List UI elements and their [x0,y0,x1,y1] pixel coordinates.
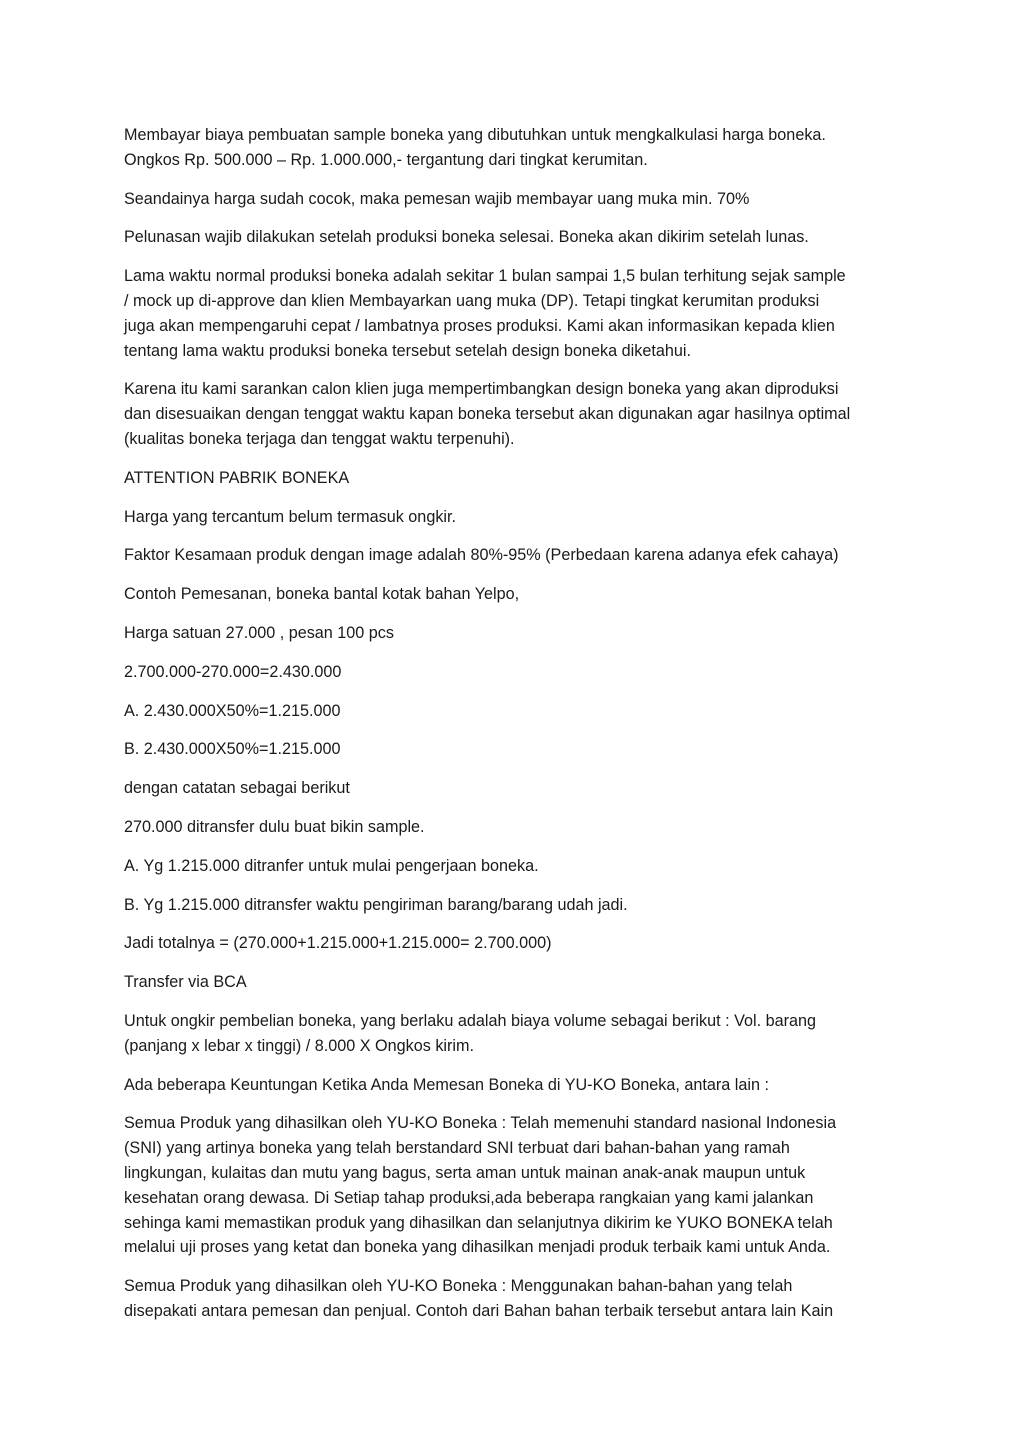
paragraph [124,621,904,646]
paragraph [124,931,904,956]
text-line: 2.700.000-270.000=2.430.000 [124,662,342,681]
paragraph [124,377,904,451]
text-line: tentang lama waktu produksi boneka tersebut setelah design boneka diketahui. [124,341,691,360]
paragraph [124,776,904,801]
paragraph [124,854,904,879]
text-line: B. Yg 1.215.000 ditransfer waktu pengiriman barang/barang udah jadi. [124,895,628,914]
text-line: (panjang x lebar x tinggi) / 8.000 X Ongkos kirim. [124,1036,474,1055]
paragraph [124,505,904,530]
paragraph [124,660,904,685]
text-line: Semua Produk yang dihasilkan oleh YU-KO Boneka : Menggunakan bahan-bahan yang telah [124,1277,793,1296]
text-line: Contoh Pemesanan, boneka bantal kotak bahan Yelpo, [124,585,520,604]
text-line: dan disesuaikan dengan tenggat waktu kapan boneka tersebut akan digunakan agar hasilnya optimal [124,405,851,424]
paragraph [124,264,904,363]
paragraph [124,893,904,918]
text-line: dengan catatan sebagai berikut [124,779,350,798]
paragraph [124,466,904,491]
text-line: Harga satuan 27.000 , pesan 100 pcs [124,623,394,642]
text-line: melalui uji proses yang ketat dan boneka yang dihasilkan menjadi produk terbaik kami untuk Anda. [124,1238,831,1257]
text-line: ATTENTION PABRIK BONEKA [124,468,350,487]
paragraph [124,1073,904,1098]
text-line: A. 2.430.000X50%=1.215.000 [124,701,341,720]
text-line: sehinga kami memastikan produk yang dihasilkan dan selanjutnya dikirim ke YUKO BONEKA telah [124,1213,833,1232]
text-line: Ada beberapa Keuntungan Ketika Anda Memesan Boneka di YU-KO Boneka, antara lain : [124,1075,769,1094]
text-line: Untuk ongkir pembelian boneka, yang berlaku adalah biaya volume sebagai berikut : Vol. barang [124,1011,817,1030]
text-line: Ongkos Rp. 500.000 – Rp. 1.000.000,- tergantung dari tingkat kerumitan. [124,150,648,169]
paragraph [124,543,904,568]
text-line: lingkungan, kulaitas dan mutu yang bagus, serta aman untuk mainan anak-anak maupun untuk [124,1163,806,1182]
text-line: B. 2.430.000X50%=1.215.000 [124,740,341,759]
text-line: Transfer via BCA [124,973,247,992]
text-line: (SNI) yang artinya boneka yang telah berstandard SNI terbuat dari bahan-bahan yang ramah [124,1139,790,1158]
text-line: 270.000 ditransfer dulu buat bikin sample. [124,817,425,836]
paragraph [124,582,904,607]
text-line: Pelunasan wajib dilakukan setelah produksi boneka selesai. Boneka akan dikirim setelah lunas. [124,228,809,247]
text-line: kesehatan orang dewasa. Di Setiap tahap produksi,ada beberapa rangkaian yang kami jalankan [124,1188,814,1207]
paragraph [124,970,904,995]
text-line: Karena itu kami sarankan calon klien juga mempertimbangkan design boneka yang akan diproduksi [124,380,839,399]
text-line: Seandainya harga sudah cocok, maka pemesan wajib membayar uang muka min. 70% [124,189,750,208]
text-line: disepakati antara pemesan dan penjual. Contoh dari Bahan bahan terbaik tersebut antara lain Kain [124,1301,834,1320]
text-line: Membayar biaya pembuatan sample boneka yang dibutuhkan untuk mengkalkulasi harga boneka. [124,126,826,144]
paragraph [124,1111,904,1260]
text-line: Faktor Kesamaan produk dengan image adalah 80%-95% (Perbedaan karena adanya efek cahaya) [124,546,839,565]
paragraph [124,123,904,173]
text-line: / mock up di-approve dan klien Membayarkan uang muka (DP). Tetapi tingkat kerumitan produksi [124,291,820,310]
text-line: Semua Produk yang dihasilkan oleh YU-KO Boneka : Telah memenuhi standard nasional Indonesia [124,1114,837,1133]
paragraph [124,1274,904,1324]
text-line: Harga yang tercantum belum termasuk ongkir. [124,507,457,526]
text-line: Lama waktu normal produksi boneka adalah sekitar 1 bulan sampai 1,5 bulan terhitung sejak sample [124,267,846,286]
document-body [124,123,904,1338]
text-line: A. Yg 1.215.000 ditranfer untuk mulai pengerjaan boneka. [124,856,539,875]
paragraph [124,815,904,840]
text-line: juga akan mempengaruhi cepat / lambatnya proses produksi. Kami akan informasikan kepada klien [124,316,835,335]
paragraph [124,699,904,724]
paragraph [124,187,904,212]
paragraph [124,225,904,250]
text-line: (kualitas boneka terjaga dan tenggat waktu terpenuhi). [124,429,515,448]
paragraph [124,737,904,762]
paragraph [124,1009,904,1059]
text-line: Jadi totalnya = (270.000+1.215.000+1.215.000= 2.700.000) [124,934,552,953]
